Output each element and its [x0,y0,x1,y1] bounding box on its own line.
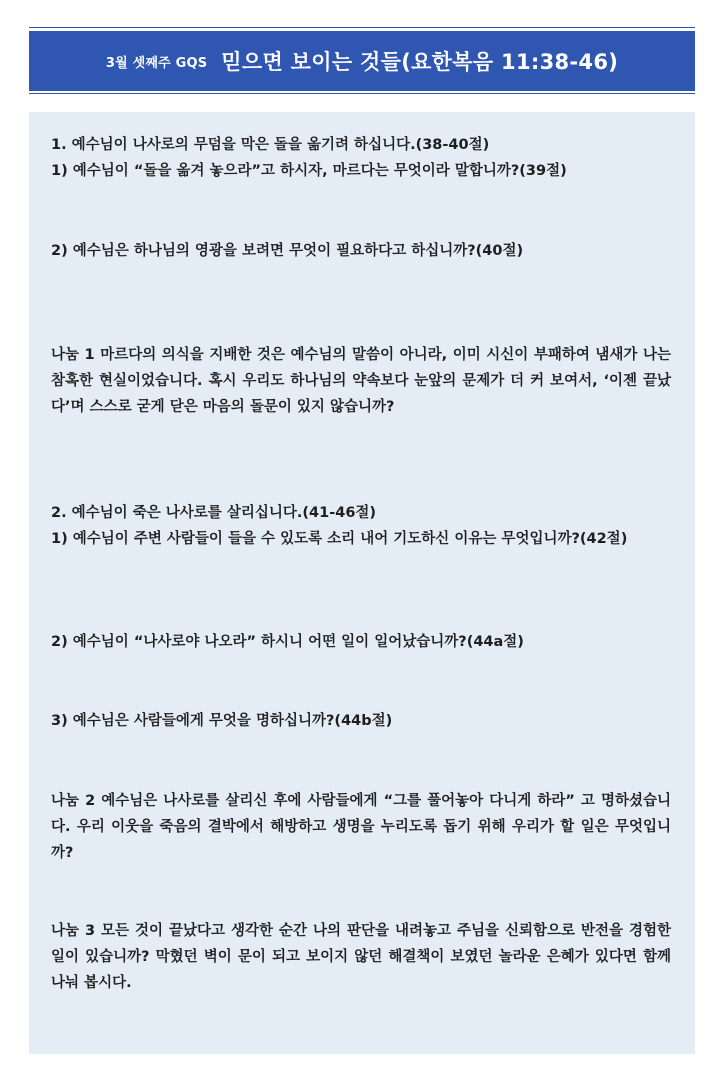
content-panel [29,112,695,1054]
header-top-rule [29,27,695,28]
header-subtitle: 3월 셋째주 GQS [105,55,208,71]
question-2-heading: 2. 예수님이 죽은 나사로를 살리십니다.(41-46절) [51,505,377,521]
sharing-2: 나눔 2 예수님은 나사로를 살리신 후에 사람들에게 “그를 풀어놓아 다니게 하라” 고 명하셨습니다. 우리 이웃을 죽음의 결박에서 해방하고 생명을 누리도록 돕기 위해 우리가 할 일은 무엇입니까? [51,793,671,861]
sharing-3: 나눔 3 모든 것이 끝났다고 생각한 순간 나의 판단을 내려놓고 주님을 신뢰함으로 반전을 경험한 일이 있습니까? 막혔던 벽이 문이 되고 보이지 않던 해결책이 보였던 놀라운 은혜가 있다면 함께 나눠 봅시다. [51,923,671,991]
question-1-2: 2) 예수님은 하나님의 영광을 보려면 무엇이 필요하다고 하십니까?(40절) [51,243,524,259]
header-bottom-rule [29,93,695,94]
page-title: 믿으면 보이는 것들(요한복음 11:38-46) [221,50,619,74]
question-1-1: 1) 예수님이 “돌을 옮겨 놓으라”고 하시자, 마르다는 무엇이라 말합니까?(39절) [51,163,567,179]
question-2-3: 3) 예수님은 사람들에게 무엇을 명하십니까?(44b절) [51,713,393,729]
question-2-1: 1) 예수님이 주변 사람들이 들을 수 있도록 소리 내어 기도하신 이유는 무엇입니까?(42절) [51,531,628,547]
question-1-heading: 1. 예수님이 나사로의 무덤을 막은 돌을 옮기려 하십니다.(38-40절) [51,137,490,153]
header-banner [29,31,695,91]
question-2-2: 2) 예수님이 “나사로야 나오라” 하시니 어떤 일이 일어났습니까?(44a절) [51,634,524,650]
sharing-1: 나눔 1 마르다의 의식을 지배한 것은 예수님의 말씀이 아니라, 이미 시신이 부패하여 냄새가 나는 참혹한 현실이었습니다. 혹시 우리도 하나님의 약속보다 눈앞의 문제가 더 커 보여서, ‘이젠 끝났다’며 스스로 굳게 닫은 마음의 돌문이 있지 않습니까? [51,347,671,415]
